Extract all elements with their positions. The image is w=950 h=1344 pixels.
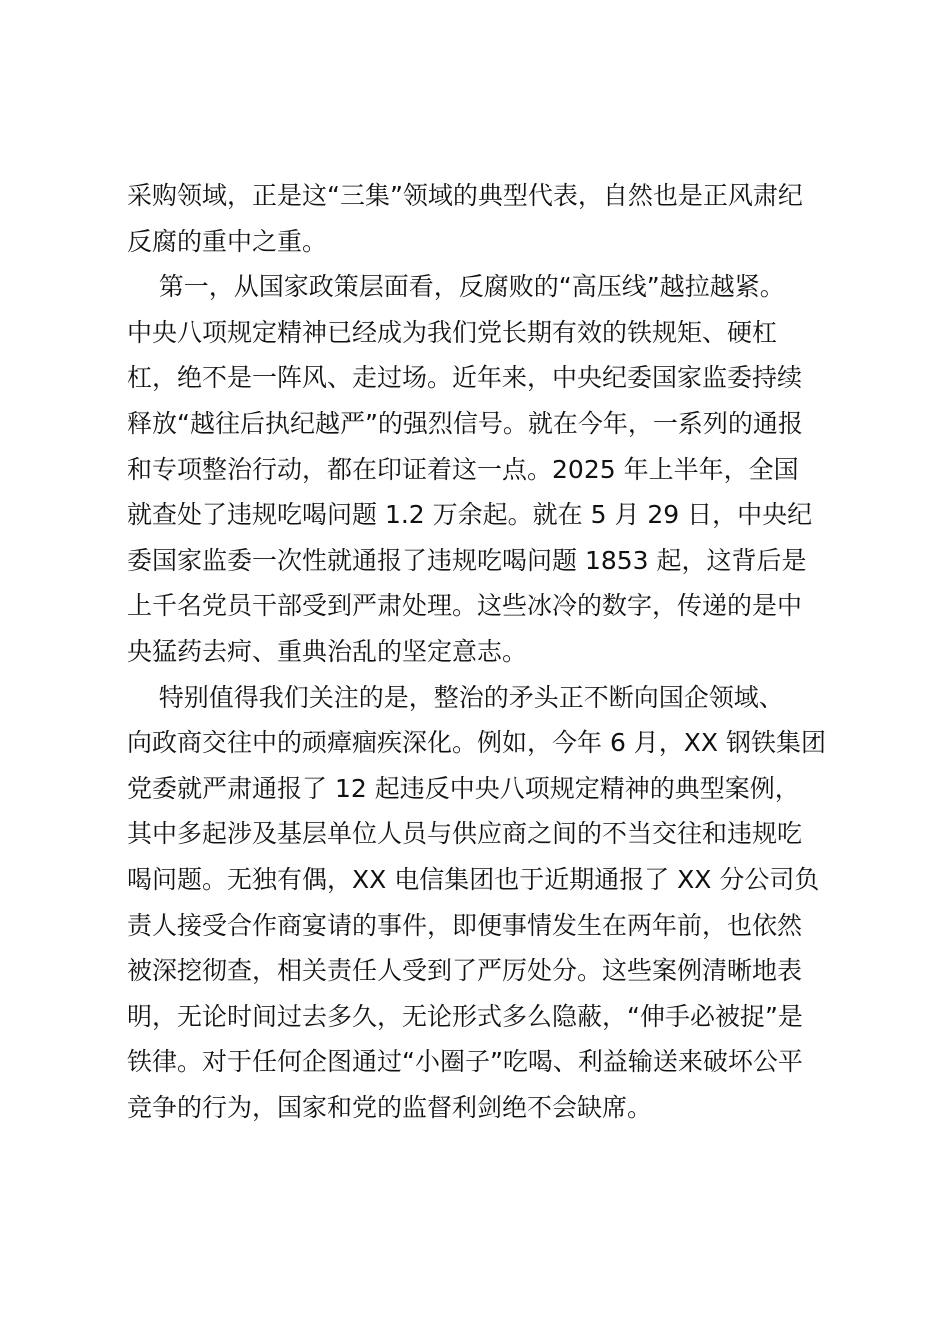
text-line: 第一，从国家政策层面看，反腐败的“高压线”越拉越紧。 [127, 272, 785, 302]
text-line: 喝问题。无独有偶，XX 电信集团也于近期通报了 XX 分公司负 [127, 864, 820, 894]
text-line: 委国家监委一次性就通报了违规吃喝问题 1853 起，这背后是 [127, 545, 807, 575]
text-line: 央猛药去疴、重典治乱的坚定意志。 [127, 636, 528, 666]
text-line: 铁律。对于任何企图通过“小圈子”吃喝、利益输送来破坏公平 [127, 1047, 803, 1077]
text-line: 采购领域，正是这“三集”领域的典型代表，自然也是正风肃纪 [127, 181, 803, 210]
text-line: 反腐的重中之重。 [127, 226, 328, 256]
text-line: 被深挖彻查，相关责任人受到了严厉处分。这些案例清晰地表 [127, 956, 803, 986]
text-line: 向政商交往中的顽瘴痼疾深化。例如，今年 6 月，XX 钢铁集团 [127, 728, 827, 758]
text-line: 杠，绝不是一阵风、走过场。近年来，中央纪委国家监委持续 [127, 363, 803, 393]
text-line: 特别值得我们关注的是，整治的矛头正不断向国企领域、 [127, 682, 784, 712]
text-line: 中央八项规定精神已经成为我们党长期有效的铁规矩、硬杠 [127, 317, 778, 347]
body-text [127, 173, 832, 1130]
text-line: 责人接受合作商宴请的事件，即便事情发生在两年前，也依然 [127, 910, 803, 940]
text-line: 竞争的行为，国家和党的监督利剑绝不会缺席。 [127, 1092, 653, 1122]
text-line: 明，无论时间过去多久，无论形式多么隐蔽，“伸手必被捉”是 [127, 1001, 803, 1031]
text-line: 其中多起涉及基层单位人员与供应商之间的不当交往和违规吃 [127, 819, 803, 849]
text-line: 上千名党员干部受到严肃处理。这些冰冷的数字，传递的是中 [127, 591, 803, 621]
text-line: 党委就严肃通报了 12 起违反中央八项规定精神的典型案例， [127, 773, 800, 803]
text-line: 就查处了违规吃喝问题 1.2 万余起。就在 5 月 29 日，中央纪 [127, 500, 813, 530]
text-line: 和专项整治行动，都在印证着这一点。2025 年上半年，全国 [127, 454, 799, 484]
text-line: 释放“越往后执纪越严”的强烈信号。就在今年，一系列的通报 [127, 408, 803, 438]
